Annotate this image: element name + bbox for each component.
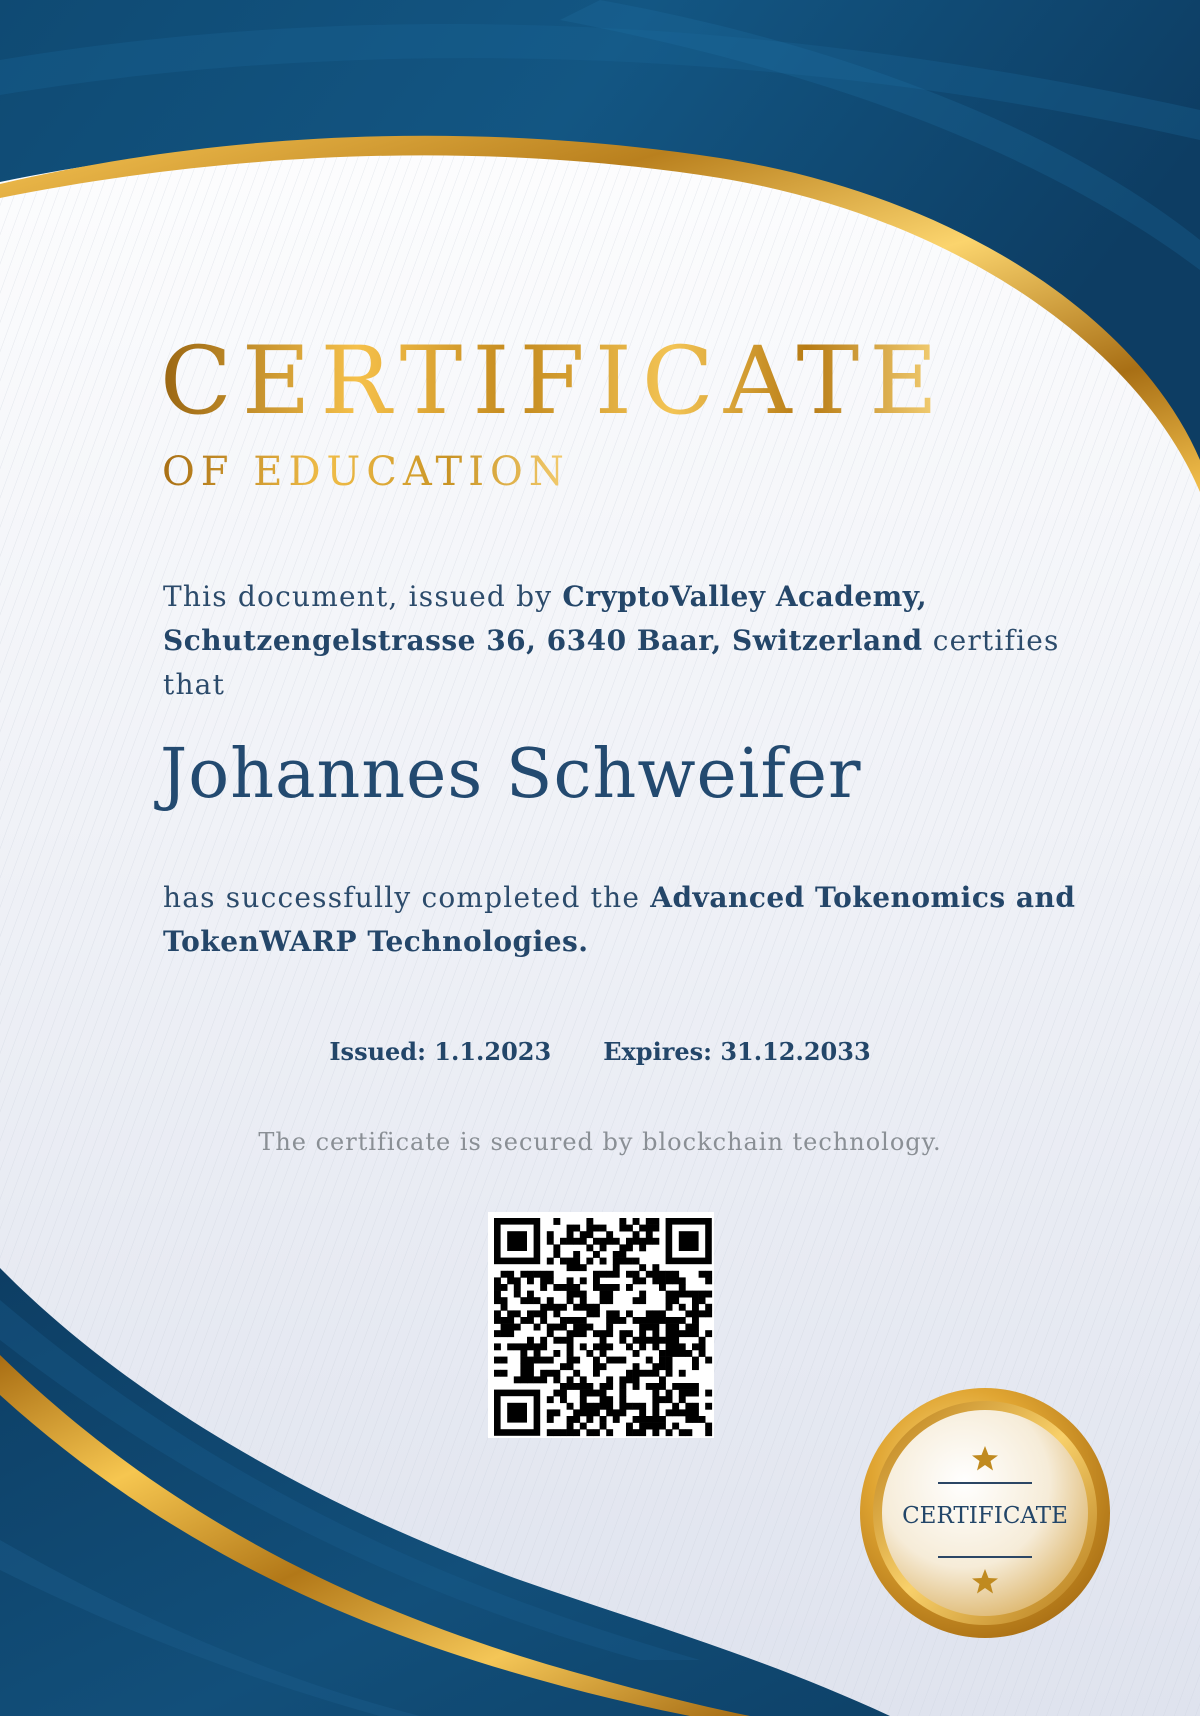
completion-paragraph	[163, 876, 1123, 964]
completion-intro: has successfully completed the	[163, 881, 641, 914]
course-name: Advanced Tokenomics and TokenWARP Technologies.	[163, 881, 1076, 958]
certificate-title: CERTIFICATE	[160, 327, 948, 436]
issuer-paragraph	[163, 575, 1083, 707]
issuer-name: CryptoValley Academy, Schutzengelstrasse 36, 6340 Baar, Switzerland	[163, 580, 928, 657]
certificate-seal-icon	[858, 1386, 1112, 1640]
certificate-subtitle: OF EDUCATION	[162, 449, 570, 495]
qr-code-icon[interactable]	[488, 1212, 714, 1438]
issuer-outro: certifies that	[163, 624, 1060, 701]
validity-dates	[0, 1037, 1200, 1066]
issuer-intro: This document, issued by	[163, 580, 553, 613]
security-note: The certificate is secured by blockchain technology.	[258, 1128, 942, 1156]
seal-label: CERTIFICATE	[902, 1503, 1068, 1529]
issued-date: Issued: 1.1.2023	[329, 1037, 552, 1066]
recipient-name: Johannes Schweifer	[160, 735, 862, 814]
expiry-date: Expires: 31.12.2033	[603, 1037, 871, 1066]
